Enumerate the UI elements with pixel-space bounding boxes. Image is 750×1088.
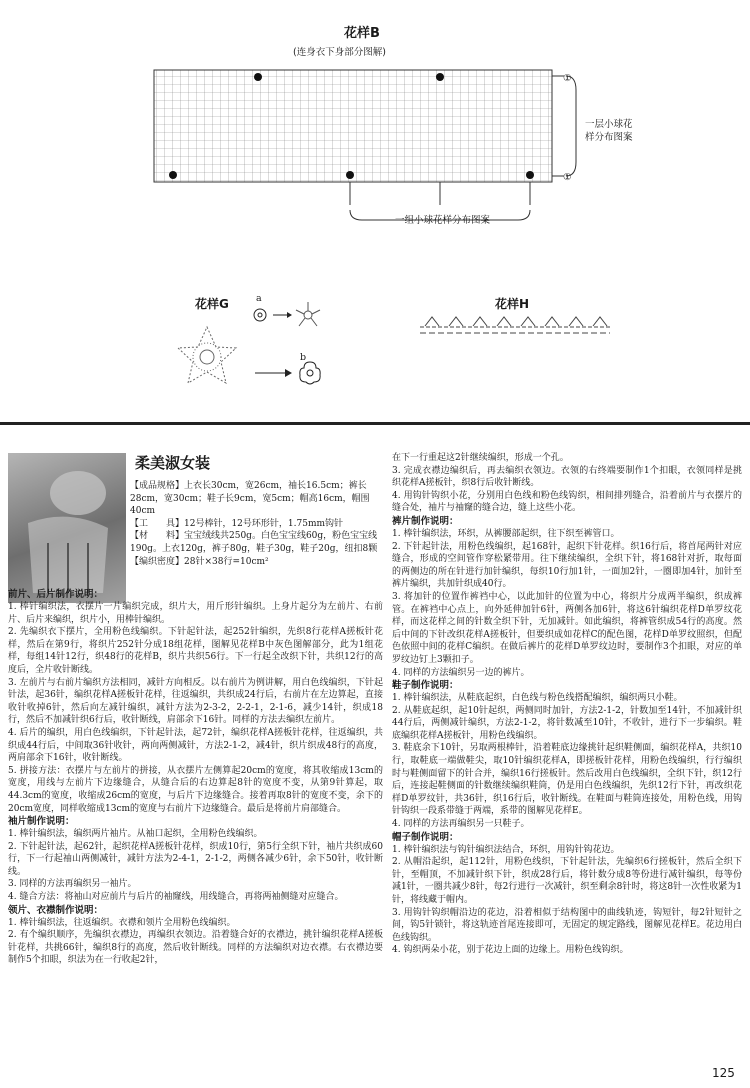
instruction-paragraph: 2. 从帽沿起织，起112针，用粉色线织，下针起针法，先编织6行搓板针，然后全织下针，至帽顶，不加减针织下针，织成28行后，将针数分成8等份进行减针编织，每等份减1针，一圈共减少8针，每2行进行一次减针，织至剩余8针时，将这8针一次性收紧为1针，将线藏于帽内。 bbox=[392, 857, 742, 905]
ball-stitch-dot bbox=[169, 171, 177, 179]
spec-tools: 【工 具】12号棒针，12号环形针，1.75mm钩针 bbox=[130, 518, 344, 529]
pattern-g-label-a: a bbox=[256, 293, 262, 304]
pattern-g-diagram bbox=[175, 295, 350, 395]
side-note-line2: 样分布图案 bbox=[585, 132, 633, 143]
section-heading: 鞋子制作说明： bbox=[392, 680, 459, 692]
instruction-paragraph: 2. 先编织衣下摆片，全用粉色线编织。下针起针法，起252针编织，先织8行花样A搓板针花样，然后在第9行，将织片252针分成18组花样，图解见花样B中灰色图解部分，此为1组花样，每组14针12行，织48行的花样B，织片共织56行。下一行起全改织下针，共织12行的高度后，全片收针断线。 bbox=[8, 627, 383, 675]
instruction-paragraph: 3. 同样的方法再编织另一袖片。 bbox=[8, 879, 137, 890]
instruction-paragraph: 1. 棒针编织法，往返编织。衣襟和领片全用粉色线编织。 bbox=[8, 917, 236, 928]
section-heading: 裤片制作说明： bbox=[392, 515, 459, 527]
instruction-paragraph: 1. 棒针编织法，编织两片袖片。从袖口起织，全用粉色线编织。 bbox=[8, 829, 263, 840]
instruction-paragraph: 4. 同样的方法编织另一边的裤片。 bbox=[392, 667, 530, 678]
side-note-line1: 一层小球花 bbox=[585, 119, 633, 130]
row-mark-bottom: ① bbox=[563, 172, 572, 183]
section-heading: 前片、后片制作说明： bbox=[8, 589, 104, 600]
instruction-paragraph: 2. 下针起针法，用粉色线编织，起168针，起织下针花样。织16行后，将首尾两针对应缝合，形成的空间管作穿松紧带用。往下继续编织，全织下针，将168针对折，取每面的两侧边的所在针进行加针编织，每织10行加1针，一面加2针，一圈即加4针，加针至裤片编织，共加针织成40行。 bbox=[392, 541, 742, 590]
ball-stitch-dot bbox=[346, 171, 354, 179]
section-heading: 袖片制作说明： bbox=[8, 816, 75, 828]
section-heading: 帽子制作说明： bbox=[392, 831, 459, 843]
product-photo bbox=[8, 453, 126, 603]
instruction-paragraph: 4. 用钩针钩织小花，分别用白色线和粉色线钩织，相间排列缝合，沿着前片与衣摆片的缝合处，袖片与袖窿的缝合边，缝上这些小花。 bbox=[392, 490, 742, 514]
pattern-b-title: 花样B bbox=[344, 26, 380, 41]
instruction-paragraph: 1. 棒针编织法，从鞋底起织，白色线与粉色线搭配编织，编织两只小鞋。 bbox=[392, 693, 683, 704]
flower-icon-a bbox=[254, 309, 266, 321]
pattern-h-diagram bbox=[415, 312, 615, 336]
instruction-paragraph: 2. 有个编织顺序，先编织衣襟边，再编织衣领边。沿着缝合好的衣襟边，挑针编织花样A搓板针花样，共挑66针，编织8行的高度，然后收针断线。同样的方法编织对边衣襟。右衣襟边要制作5个扣眼，织法为在一行收起2针， bbox=[8, 930, 383, 966]
page-number: 125 bbox=[712, 1066, 735, 1080]
instructions-left-column bbox=[8, 588, 383, 967]
bottom-note: 一组小球花样分布图案 bbox=[395, 215, 491, 226]
row-mark-top: ① bbox=[563, 73, 572, 84]
instruction-paragraph: 1. 棒针编织法，衣摆片一片编织完成，织片大，用斤形针编织。上身片起分为左前片、右前片、后片来编织，织片小，用棒针编织。 bbox=[8, 602, 383, 625]
instruction-paragraph: 5. 拼接方法：衣摆片与左前片的拼接，从衣摆片左侧算起20cm的宽度，将其收缩成13cm的宽度，用线与左前片下边缘缝合，从缝合后的右边算起8针的宽度不变，从第9针算起，取44.3cm的宽度，收缩成26cm的宽度，与后片下边缘缝合。接着再取8针的宽度不变，余下的20cm宽度，同样收缩成13cm的宽度与右前片下边缘缝合。最后是将前片肩部缝合。 bbox=[8, 765, 383, 814]
instruction-paragraph: 4. 后片的编织，用白色线编织，下针起针法，起72针，编织花样A搓板针花样，往返编织，共织成44行后，中间取36针收针，两向两侧减针，方法2-1-2，减4针，织片织成48行的高度，两肩部余下16针，收针断线。 bbox=[8, 727, 383, 764]
specs-block bbox=[130, 480, 380, 568]
pattern-b-subtitle: (连身衣下身部分图解) bbox=[293, 47, 386, 58]
instruction-paragraph: 3. 将加针的位置作裤裆中心，以此加针的位置为中心，将织片分成两半编织，织成裤管。在裤裆中心点上，向外延伸加针6针，两侧各加6针，将这6针编织花样D单罗纹花样，而这花样之间的针数全织下针，无加减针。如此编织，将裤管织成54行的高度。然后中间的下针改织花样A搓板针，但要织成如花样C的配色图，花样D单罗纹照织，但配色依照中间的花样C编织。在做后裤片的花样D单罗纹边时，要制作3个扣眼，对应的单罗纹边钉上3颗扣子。 bbox=[392, 591, 742, 665]
instruction-paragraph: 3. 鞋底余下10针，另取两根棒针，沿着鞋底边缘挑针起织鞋侧面，编织花样A，共织10行，取鞋底一端做鞋尖，取10针编织花样A，即搓板针花样，用粉色线编织，行行编织时与鞋侧面留下的针合并，编织16行搓板针。然后改用白色线编织，全织下针，织12行后，连接起鞋侧面的针数继续编织鞋筒，仍是用白色线编织，先织12行下针，再改织花样D单罗纹针，共36针，织16行后，收针断线。在鞋面与鞋筒连接处，用粉色线，用钩针钩织一段系带缝于两端，系带的图解见花样E。 bbox=[392, 743, 742, 817]
instruction-paragraph: 在下一行重起这2针继续编织，形成一个孔。 bbox=[392, 453, 569, 463]
instruction-paragraph: 3. 左前片与右前片编织方法相同，减针方向相反。以右前片为例讲解，用白色线编织，下针起针法，起36针，编织花样A搓板针花样，往返编织，共织成24行后，右前片在左边算起，直接收针收掉6针，然后向左减针编织，减针方法为2-3-2，2-2-1，2-1-6，减少14针，织成18行，然后不加减针织6行后，收针断线，肩部余下16针。同样的方法去编织左前片。 bbox=[8, 677, 383, 726]
spec-size: 【成品规格】上衣长30cm，宽26cm，袖长16.5cm；裤长28cm，宽30cm；鞋子长9cm，宽5cm；帽高16cm，帽围40cm bbox=[130, 481, 370, 517]
flower-icon-b bbox=[300, 362, 320, 384]
instruction-paragraph: 4. 缝合方法：将袖山对应前片与后片的袖窿线，用线缝合，再将两袖侧缝对应缝合。 bbox=[8, 892, 344, 903]
flower-chart-a bbox=[296, 302, 320, 326]
instruction-paragraph: 3. 用钩针钩织帽沿边的花边，沿着相似于结构图中的曲线轨迹，钩短针，每2针短针之间，钩5针锁针，将这轨迹首尾连接即可，无固定的规定路线，图解见花样E。花边用白色线钩织。 bbox=[392, 907, 742, 943]
pattern-g-title: 花样G bbox=[195, 297, 229, 311]
instruction-paragraph: 2. 从鞋底起织，起10针起织，两侧同时加针，方法2-1-2，针数加至14针，不加减针织44行后，两侧减针编织，方法2-1-2，将针数减至10针，不收针，进行下一步编织。鞋底编织花样A搓板针，用粉色线编织。 bbox=[392, 705, 742, 741]
instruction-paragraph: 4. 钩织两朵小花，别于花边上面的边缘上。用粉色线钩织。 bbox=[392, 945, 629, 956]
ball-stitch-dot bbox=[436, 73, 444, 81]
instructions-right-column bbox=[392, 452, 742, 957]
grid-area bbox=[154, 70, 552, 182]
article-title: 柔美淑女装 bbox=[135, 454, 211, 472]
baby-outfit-photo-icon bbox=[8, 453, 126, 603]
section-divider bbox=[0, 422, 750, 425]
instruction-paragraph: 4. 同样的方法再编织另一只鞋子。 bbox=[392, 819, 530, 830]
instruction-paragraph: 1. 棒针编织法，环织，从裤腰部起织，往下织至裤管口。 bbox=[392, 528, 620, 539]
spec-density: 【编织密度】28针×38行=10cm² bbox=[130, 556, 269, 567]
instruction-paragraph: 2. 下针起针法，起62针，起织花样A搓板针花样，织成10行，第5行全织下针，袖片共织成60行，下一行起袖山两侧减针，减针方法为2-4-1，2-1-2，两侧各减少6针，余下50针，收针断线。 bbox=[8, 841, 383, 877]
instruction-paragraph: 1. 棒针编织法与钩针编织法结合，环织，用钩针钩花边。 bbox=[392, 844, 620, 855]
spec-materials: 【材 料】宝宝绒线共250g。白色宝宝线60g，粉色宝宝线190g。上衣120g，裤子80g，鞋子30g，鞋子20g，纽扣8颗 bbox=[130, 531, 378, 554]
pattern-h-title: 花样H bbox=[495, 297, 530, 311]
section-heading: 领片、衣襟制作说明： bbox=[8, 904, 104, 916]
instruction-paragraph: 3. 完成衣襟边编织后，再去编织衣领边。衣领的右终端要制作1个扣眼，衣领同样是挑织花样A搓板针，织8行后收针断线。 bbox=[392, 465, 742, 489]
ball-stitch-dot bbox=[526, 171, 534, 179]
pattern-b-grid-chart bbox=[140, 60, 740, 230]
pattern-g-label-b: b bbox=[300, 352, 307, 363]
large-flower-chart bbox=[178, 327, 236, 383]
ball-stitch-dot bbox=[254, 73, 262, 81]
